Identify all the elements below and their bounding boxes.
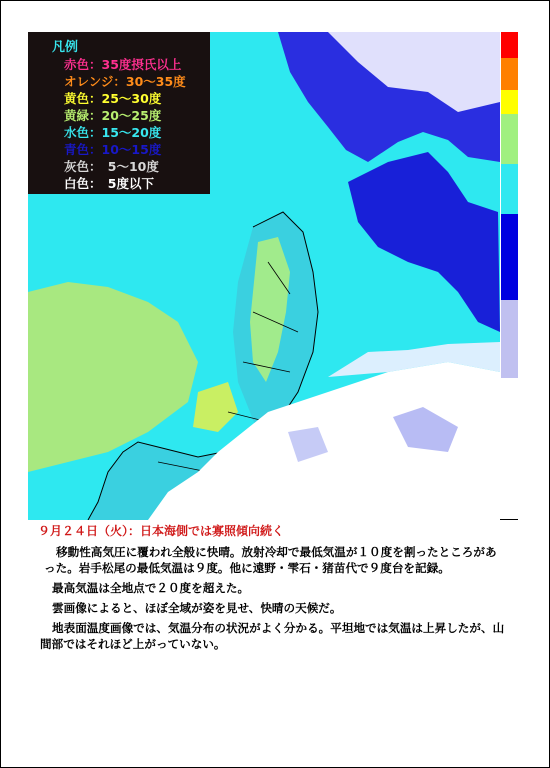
- scale-segment: [501, 300, 518, 378]
- paragraph: 地表面温度画像では、気温分布の状況がよく分かる。平坦地では気温は上昇したが、山間部ではそれほど上がっていない。: [40, 621, 505, 651]
- legend-box: [28, 32, 210, 194]
- legend-item: 灰色： 5～10度: [64, 159, 159, 174]
- scale-segment: [501, 32, 518, 58]
- legend-item: 赤色：35度摂氏以上: [64, 57, 182, 72]
- scale-segment: [501, 214, 518, 300]
- paragraph: 雲画像によると、ほぼ全域が姿を見せ、快晴の天候だ。: [52, 601, 342, 615]
- legend-item: 黄緑：20～25度: [64, 108, 162, 123]
- legend-item: 青色：10～15度: [64, 142, 162, 157]
- legend-item: 黄色：25～30度: [64, 91, 162, 106]
- legend-item: オレンジ：30～35度: [64, 74, 186, 89]
- date-caption: ９月２４日（火）：日本海側では寡照傾向続く: [38, 524, 285, 538]
- scale-segment: [501, 58, 518, 90]
- paragraph: 最高気温は全地点で２０度を超えた。: [52, 581, 250, 595]
- paragraph: 移動性高気圧に覆われ全般に快晴。放射冷却で最低気温が１０度を割ったところがあった。岩手松尾の最低気温は９度。他に遠野・雫石・猪苗代で９度台を記録。: [44, 545, 497, 575]
- divider: [500, 519, 518, 520]
- temperature-map: [28, 32, 500, 520]
- legend-item: 水色：15～20度: [64, 125, 162, 140]
- scale-segment: [501, 164, 518, 214]
- legend-item: 白色： 5度以下: [64, 176, 154, 191]
- color-scale-bar: [501, 32, 518, 378]
- scale-segment: [501, 90, 518, 114]
- legend-title: 凡例: [52, 40, 79, 55]
- scale-segment: [501, 114, 518, 164]
- description-text: [40, 544, 506, 656]
